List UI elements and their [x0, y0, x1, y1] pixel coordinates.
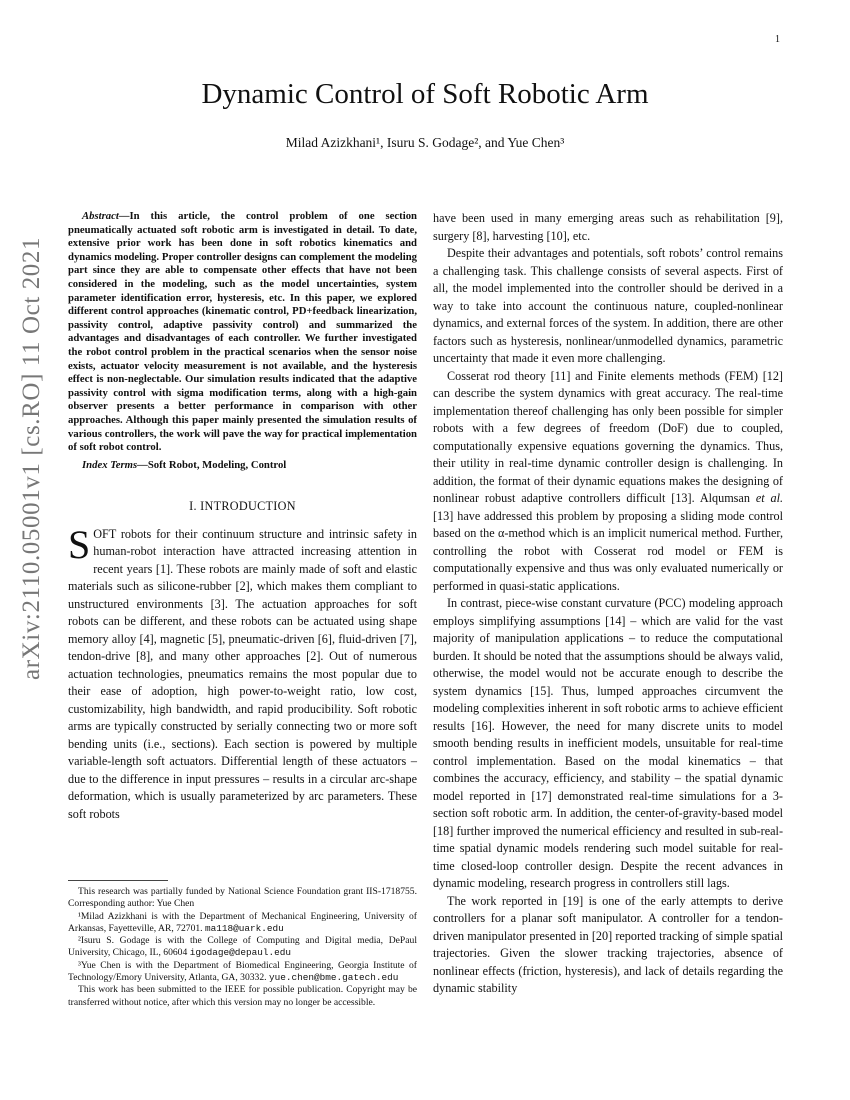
right-paragraph-cosserat — [433, 368, 783, 596]
right-paragraph-early-work: The work reported in [19] is one of the early attempts to derive controllers for a planar soft manipulator. A controller for a tendon-driven manipulator presented in [20] reported tracking of simple spatial trajectories. Given the slower tracking trajectories, absence of nonlinear effects (friction, hysteresis), and lack of details regarding the dynamic stability — [433, 893, 783, 995]
footnote-rule — [68, 880, 168, 881]
page-number: 1 — [775, 34, 780, 45]
abstract-label: Abstract— — [82, 210, 130, 222]
footnote-author-2 — [68, 935, 417, 960]
intro-paragraph — [68, 521, 417, 824]
footnote-author-1-email: ma118@uark.edu — [204, 922, 284, 934]
author-list: Milad Azizkhani¹, Isuru S. Godage², and Yue Chen³ — [285, 135, 565, 150]
drop-cap: S — [68, 521, 91, 567]
right-paragraph-continued: have been used in many emerging areas such as rehabilitation [9], surgery [8], harvesting [10], etc. — [433, 211, 783, 243]
right-paragraph-pcc: In contrast, piece-wise constant curvature (PCC) modeling approach employs simplifying assumptions [14] – which are valid for the vast majority of manipulation applications – to reduce the computational burden. It should be noted that the assumptions should be always valid, otherwise, the model would not be accurate enough to describe the system dynamics [15]. Thus, lumped approaches circumvent the modeling complexities inherent in soft robotic arms to achieve efficient results [16]. However, the need for many discrete units to model smooth bending results in inefficient models, unsuitable for real-time control implementation. Based on the modal kinematics – that combines the accuracy, efficiency, and stability – the spatial dynamic model reported in [17] demonstrated real-time simulations for a 3-section soft robotic arm. In addition, the center-of-gravity-based model [18] further improved the numerical efficiency and resulted in sub-real-time spatial dynamic models rendering such model suitable for real-time closed-loop controller design. Despite the recent advances in dynamic modeling, research progress in controllers still lags. — [433, 596, 783, 890]
cosserat-text-a: Cosserat rod theory [11] and Finite elements methods (FEM) [12] can describe the system dynamics with great accuracy. The real-time implementation thereof challenging has only been possible for simpler robots with a few degrees of freedom (DoF) due to coupled, computationally expensive equations governing the dynamics. Thus, their utility in real-time dynamic controller design is challenging. In addition, the format of their dynamic equations makes the designing of nonlinear robust adaptive controllers difficult [13]. Alqumsan — [433, 368, 783, 505]
footnote-ieee-notice: This work has been submitted to the IEEE for possible publication. Copyright may be transferred without notice, after which this version may no longer be accessible. — [68, 984, 417, 1008]
index-terms-text: Soft Robot, Modeling, Control — [147, 458, 287, 471]
index-terms-label: Index Terms— — [82, 458, 148, 471]
paper-title: Dynamic Control of Soft Robotic Arm — [201, 78, 649, 110]
footnote-author-1-text: ¹Milad Azizkhani is with the Department of Mechanical Engineering, University of Arkansas, Fayetteville, AR, 72701. — [68, 910, 417, 934]
footnote-author-2-email: igodage@depaul.edu — [189, 947, 291, 959]
footnote-author-2-text: ²Isuru S. Godage is with the College of Computing and Digital media, DePaul University, Chicago, IL, 60604 — [68, 935, 417, 959]
section-heading-introduction: I. INTRODUCTION — [189, 499, 296, 514]
footnote-author-3 — [68, 960, 417, 985]
intro-paragraph-text: OFT robots for their continuum structure and intrinsic safety in human-robot interaction have attracted increasing attention in recent years [1]. These robots are mainly made of soft and elastic materials such as silicone-rubber [2], which makes them compliant to unstructured environments [3]. The actuation approaches for soft robots can be different, and these robots can be actuated using shape memory alloy [4], magnetic [5], pneumatic-driven [6], fluid-driven [7], tendon-drive [8], and many other approaches [2]. Out of numerous actuation technologies, pneumatics remains the most popular due to their ease of adoption, high power-to-weight ratio, low cost, customizability, high bandwidth, and rapid producibility. Soft robotic arms are typically constructed by serially connecting two or more soft bending units (i.e., sections). Each section is powered by multiple variable-length soft actuators. Differential length of these actuators – due to the difference in input pressures – results in a circular arc-shape deformation, which is usually parameterized by arc parameters. These soft robots — [68, 526, 417, 821]
footnote-funding: This research was partially funded by National Science Foundation grant IIS-1718755. Corresponding author: Yue Chen — [68, 886, 417, 910]
abstract-text: In this article, the control problem of one section pneumatically actuated soft robotic arm is investigated in detail. To date, extensive prior work has been done in soft robotics kinematics and dynamics modeling. Proper controller designs can complement the modeling part since they are able to compensate other effects that have not been considered in the modeling, such as the model uncertainties, system parameter identification error, hysteresis, etc. In this paper, we explored different control approaches (kinematic control, PD+feedback linearization, passivity control, adaptive passivity control) and summarized the advantages and disadvantages of each controller. We further investigated the robot control problem in the practical scenarios when the sensor noise exists, actuator velocity measurement is not available, and the hysteresis effect is non-neglectable. Our simulation results indicated that the adaptive passivity control with sigma modification terms, along with a high-gain observer presents a better performance in comparison with other approaches. Although this paper mainly presented the simulation results of various controllers, the work will pave the way for practical implementation of soft robot control. — [68, 210, 417, 454]
abstract — [68, 210, 417, 455]
footnote-author-1 — [68, 911, 417, 936]
footnote-author-3-email: yue.chen@bme.gatech.edu — [268, 972, 399, 984]
right-paragraph-challenges: Despite their advantages and potentials, soft robots’ control remains a challenging task. This challenge consists of several aspects. First of all, the model implemented into the controller should be derived in a way to take into account the continuous nature, coupled-nonlinear dynamics, and external forces of the system. In addition, there are other factors such as hysteresis, nonlinear/unmodelled dynamics, parametric uncertainty that made it even more challenging. — [433, 246, 783, 365]
left-column — [68, 210, 417, 823]
index-terms — [68, 459, 417, 473]
arxiv-identifier: arXiv:2110.05001v1 [cs.RO] 11 Oct 2021 — [18, 236, 45, 680]
cosserat-etal: et al. — [755, 491, 784, 505]
right-column — [433, 210, 783, 998]
cosserat-text-b: [13] have addressed this problem by proposing a sliding mode control based on the α-method which is an implicit numerical method. Further, controlling the robot with Cosserat rod model or FEM is computationally expensive and thus was only evaluated numerically or performed in quasi-static applications. — [433, 508, 783, 593]
footnotes — [68, 886, 417, 1009]
footnote-author-3-text: ³Yue Chen is with the Department of Biomedical Engineering, Georgia Institute of Technology/Emory University, Atlanta, GA, 30332. — [68, 959, 417, 984]
